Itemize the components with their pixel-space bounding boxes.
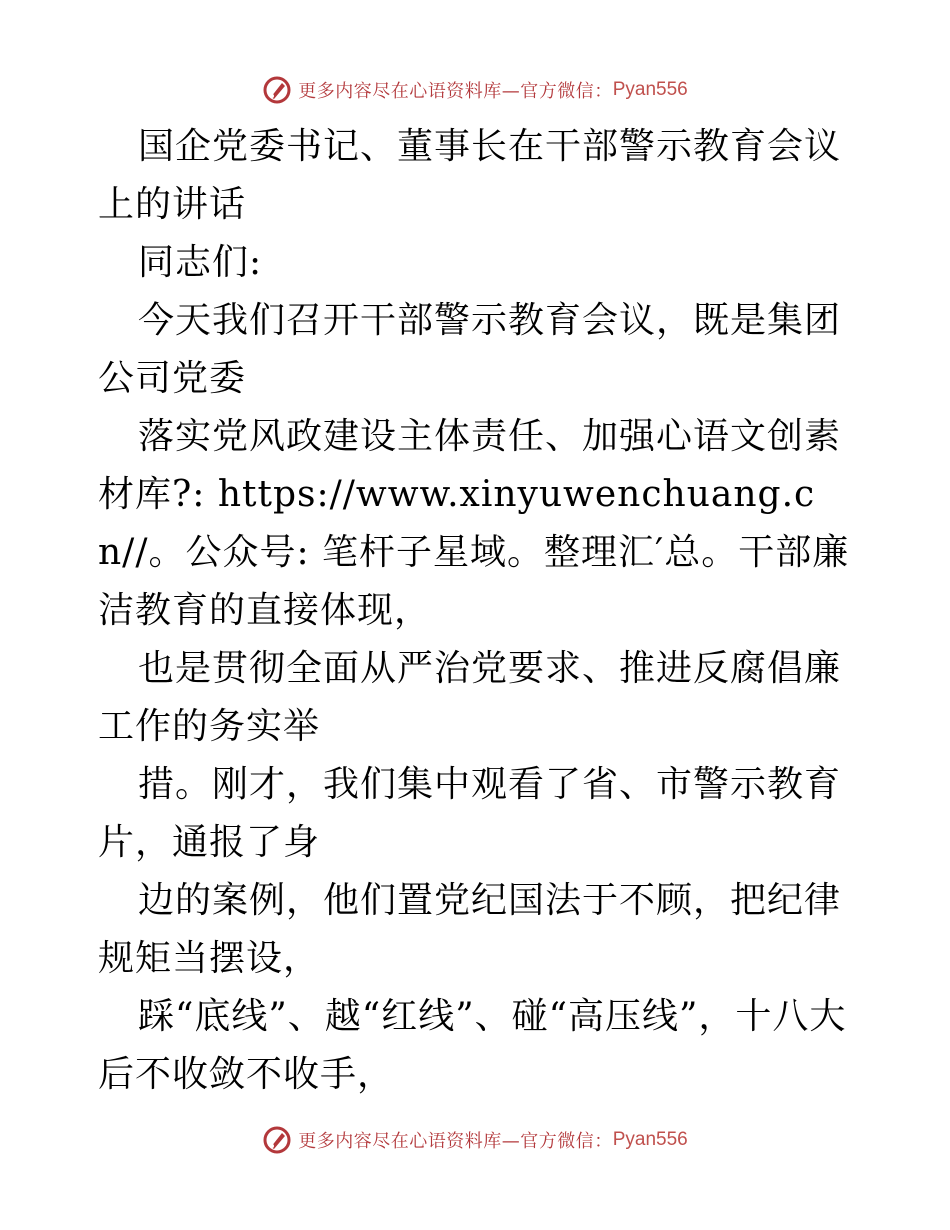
footer-wechat-id: Pyan556 <box>612 1129 688 1150</box>
paragraph: 落实党风政建设主体责任、加强心语文创素材库?: https://www.xinyuwenchuang.cn//。公众号: 笔杆子星域。整理汇′总。干部廉洁教育的直接体现， <box>98 416 850 631</box>
paragraph: 措。刚才，我们集中观看了省、市警示教育片，通报了身 <box>98 764 842 863</box>
salutation: 同志们: <box>138 242 263 283</box>
document-body <box>98 118 858 1104</box>
header-banner <box>0 70 950 110</box>
document-title: 国企党委书记、董事长在干部警示教育会议上的讲话 <box>98 126 842 225</box>
header-banner-text: 更多内容尽在心语资料库—官方微信： <box>298 81 613 102</box>
header-wechat-id: Pyan556 <box>612 79 688 100</box>
pen-circle-icon <box>262 75 292 105</box>
paragraph: 也是贯彻全面从严治党要求、推进反腐倡廉工作的务实举 <box>98 648 842 747</box>
pen-circle-icon <box>262 1125 292 1155</box>
footer-banner <box>0 1120 950 1160</box>
footer-banner-text: 更多内容尽在心语资料库—官方微信： <box>298 1131 613 1152</box>
paragraph: 边的案例，他们置党纪国法于不顾，把纪律规矩当摆设， <box>98 880 842 979</box>
paragraph: 踩“底线”、越“红线”、碰“高压线”，十八大后不收敛不收手， <box>98 996 847 1095</box>
paragraph: 今天我们召开干部警示教育会议，既是集团公司党委 <box>98 300 842 399</box>
